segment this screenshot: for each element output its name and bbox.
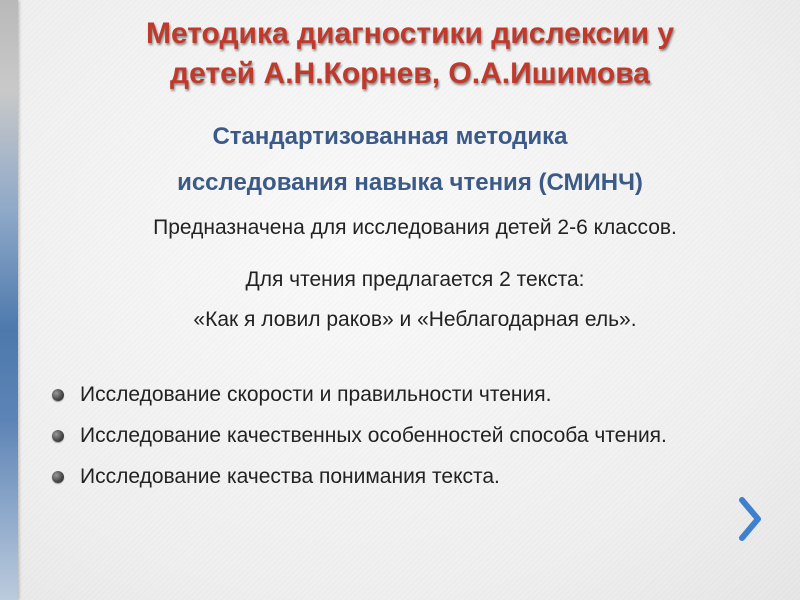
purpose-text: Предназначена для исследования детей 2-6 классов.: [153, 216, 677, 239]
next-slide-button[interactable]: [734, 496, 770, 542]
bullet-text: Исследование скорости и правильности чтения.: [80, 383, 552, 406]
bullet-item: [50, 422, 750, 450]
bullet-dot-icon: [52, 430, 64, 442]
bullet-text: Исследование качества понимания текста.: [80, 465, 500, 488]
slide-title-line-1: Методика диагностики дислексии у: [145, 17, 675, 50]
bullet-item: [50, 381, 750, 409]
slide-subtitle: [20, 114, 800, 206]
slide-subtitle-line-2: исследования навыка чтения (СМИНЧ): [177, 169, 643, 196]
slide-subtitle-line-1: Стандартизованная методика: [212, 123, 568, 150]
bullet-dot-icon: [52, 389, 64, 401]
slide-title: [20, 14, 800, 94]
slide-title-line-2: детей А.Н.Корнев, О.А.Ишимова: [170, 57, 650, 90]
decorative-side-bar: [0, 0, 18, 600]
texts-titles: «Как я ловил раков» и «Неблагодарная ель».: [193, 308, 637, 331]
texts-intro: Для чтения предлагается 2 текста:: [245, 268, 585, 291]
bullet-dot-icon: [52, 471, 64, 483]
chevron-right-icon: [734, 496, 770, 542]
bullet-item: [50, 463, 750, 491]
bullet-list: [50, 381, 750, 504]
bullet-text: Исследование качественных особенностей способа чтения.: [80, 424, 667, 447]
